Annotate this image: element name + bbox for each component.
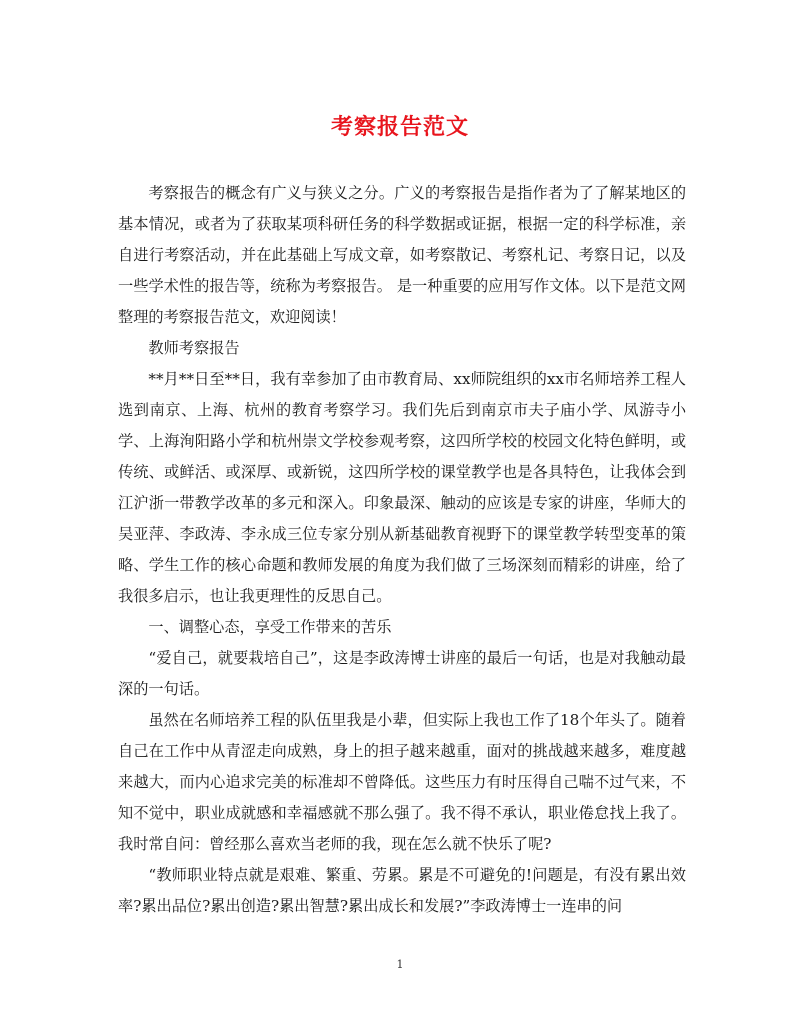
- section-heading-adjust-mindset: 一、调整心态，享受工作带来的苦乐: [148, 618, 392, 636]
- reflection-paragraph: 虽然在名师培养工程的队伍里我是小辈，但实际上我也工作了18个年头了。随着自己在工作中从青涩走向成熟，身上的担子越来越重，面对的挑战越来越多，难度越来越大，而内心追求完美的标准却不曾降低。这些压力有时压得自己喘不过气来，不知不觉中，职业成就感和幸福感就不那么强了。我不得不承认，职业倦怠找上我了。我时常自问：曾经那么喜欢当老师的我，现在怎么就不快乐了呢?: [118, 711, 686, 853]
- teacher-career-paragraph: “教师职业特点就是艰难、繁重、劳累。累是不可避免的!问题是，有没有累出效率?累出品位?累出创造?累出智慧?累出成长和发展?”李政涛博士一连串的问: [118, 866, 686, 915]
- page-number: 1: [396, 958, 404, 971]
- report-paragraph: **月**日至**日，我有幸参加了由市教育局、xx师院组织的xx市名师培养工程人选到南京、上海、杭州的教育考察学习。我们先后到南京市夫子庙小学、凤游寺小学、上海洵阳路小学和杭州崇文学校参观考察，这四所学校的校园文化特色鲜明，或传统、或鲜活、或深厚、或新锐，这四所学校的课堂教学也是各具特色，让我体会到江沪浙一带教学改革的多元和深入。印象最深、触动的应该是专家的讲座，华师大的吴亚萍、李政涛、李永成三位专家分别从新基础教育视野下的课堂教学转型变革的策略、学生工作的核心命题和教师发展的角度为我们做了三场深刻而精彩的讲座，给了我很多启示，也让我更理性的反思自己。: [118, 370, 686, 605]
- document-body: [118, 178, 686, 922]
- intro-paragraph: 考察报告的概念有广义与狭义之分。广义的考察报告是指作者为了了解某地区的基本情况，或者为了获取某项科研任务的科学数据或证据，根据一定的科学标准，亲自进行考察活动，并在此基础上写成文章，如考察散记、考察札记、考察日记，以及一些学术性的报告等，统称为考察报告。 是一种重要的应用写作文体。以下是范文网整理的考察报告范文，欢迎阅读！: [118, 184, 686, 326]
- quote-paragraph: “爱自己，就要栽培自己”，这是李政涛博士讲座的最后一句话，也是对我触动最深的一句话。: [118, 649, 686, 698]
- section-heading-teacher-report: 教师考察报告: [148, 339, 240, 357]
- document-title: 考察报告范文: [330, 114, 469, 140]
